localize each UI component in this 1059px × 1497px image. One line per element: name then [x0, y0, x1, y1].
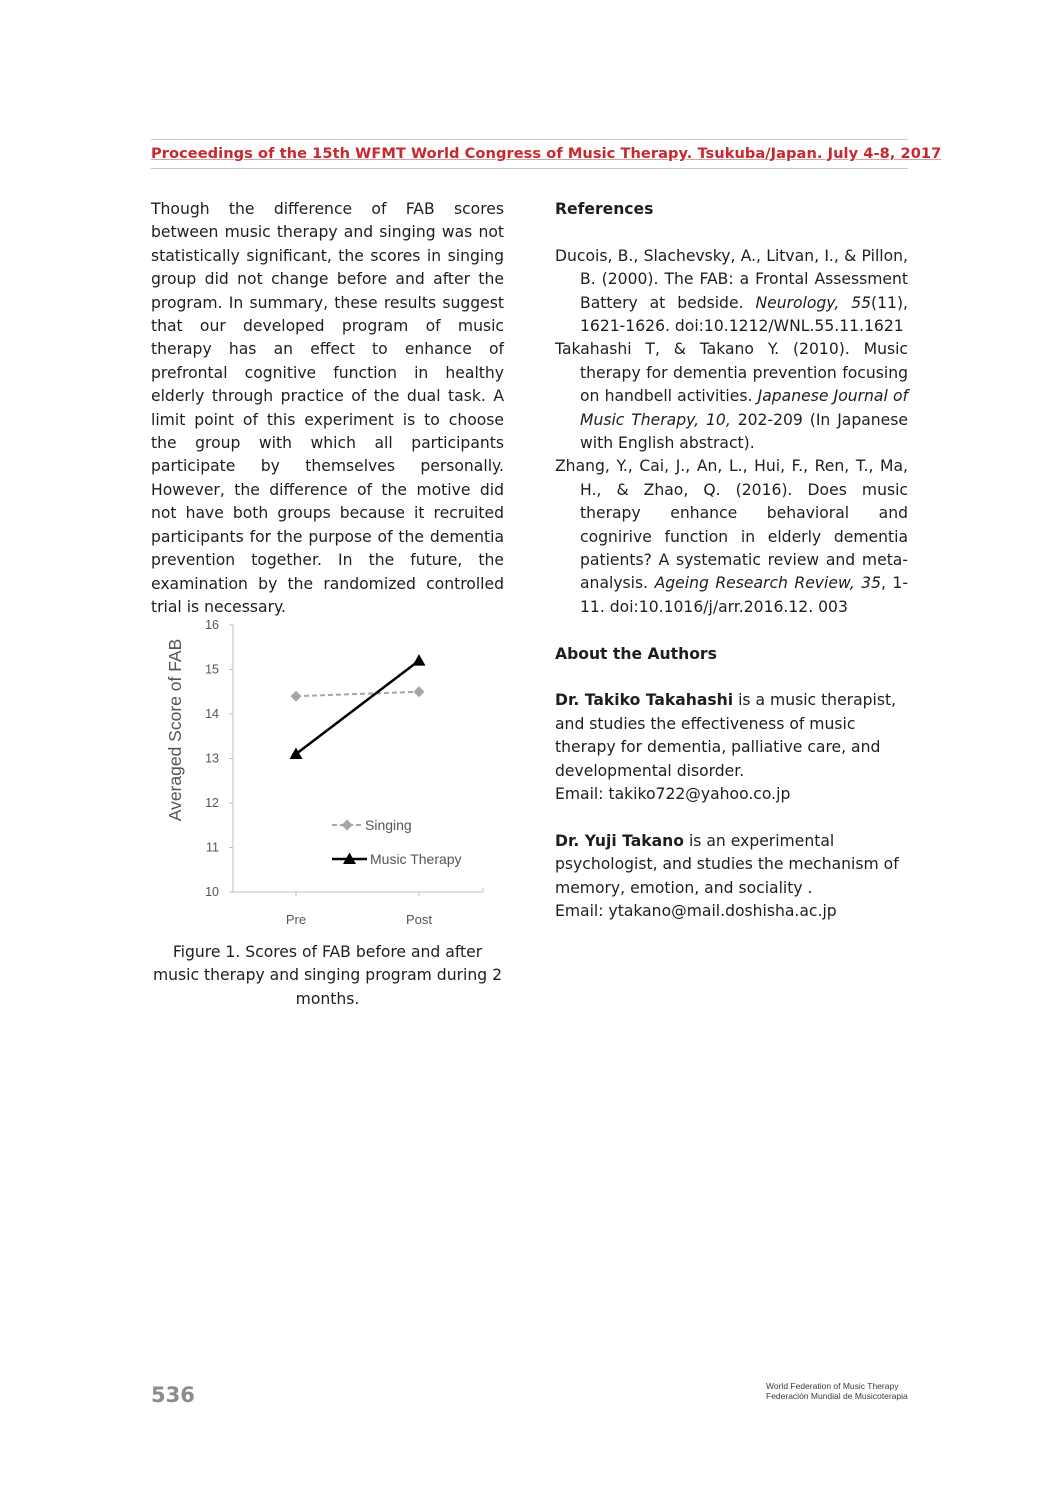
page-number: 536 [151, 1383, 195, 1407]
y-tick-label: 16 [205, 618, 219, 632]
y-tick-label: 12 [205, 796, 219, 810]
singing-legend-marker [342, 820, 353, 831]
author-email: Email: takiko722@yahoo.co.jp [555, 785, 791, 804]
header-rule-top [151, 139, 908, 140]
author-block [555, 689, 908, 806]
singing-point [414, 686, 425, 697]
left-column [151, 198, 504, 619]
singing-series-line [296, 692, 419, 696]
fab-line-chart [151, 605, 504, 935]
music-therapy-point [413, 654, 426, 666]
singing-legend-label: Singing [365, 817, 412, 833]
y-axis-title: Averaged Score of FAB [165, 638, 185, 822]
music-therapy-legend-label: Music Therapy [370, 851, 462, 867]
figure-1 [151, 605, 504, 935]
reference-item: Takahashi T, & Takano Y. (2010). Music therapy for dementia prevention focusing on handbell activities. Japanese Journal of Music Therapy, 10, 202-209 (In Japanese with English abstract). [555, 340, 909, 453]
author-email: Email: ytakano@mail.doshisha.ac.jp [555, 902, 837, 921]
body-paragraph: Though the difference of FAB scores between music therapy and singing was not statistically significant, the scores in singing group did not change before and after the program. In summary, these results suggest that our developed program of music therapy has an effect to enhance of prefrontal cognitive function in healthy elderly through practice of the dual task. A limit point of this experiment is to choose the group with which all participants participate by themselves personally. However, the difference of the motive did not have both groups because it recruited participants for the purpose of the dementia prevention together. In the future, the examination by the randomized controlled trial is necessary. [151, 200, 504, 616]
figure-caption: Figure 1. Scores of FAB before and after music therapy and singing program during 2 months. [152, 943, 502, 1008]
y-tick-label: 13 [205, 751, 219, 766]
y-tick-label: 14 [205, 707, 219, 721]
author-name: Dr. Yuji Takano [555, 831, 684, 850]
y-tick-label: 10 [205, 885, 219, 899]
singing-point [291, 691, 302, 702]
reference-item: Ducois, B., Slachevsky, A., Litvan, I., & Pillon, B. (2000). The FAB: a Frontal Assessment Battery at bedside. Neurology, 55(11), 1621-1626. doi:10.1212/WNL.55.11.1621 [555, 246, 909, 336]
authors-heading: About the Authors [555, 644, 717, 663]
header-rule-bottom [151, 168, 908, 169]
y-tick-label: 11 [206, 840, 219, 855]
publisher-logo: World Federation of Music Therapy Federación Mundial de Musicoterapia [766, 1381, 908, 1401]
reference-item: Zhang, Y., Cai, J., An, L., Hui, F., Ren, T., Ma, H., & Zhao, Q. (2016). Does music therapy enhance behavioral and cognirive function in elderly dementia patients? A systematic review and meta-analysis. Ageing Research Review, 35, 1-11. doi:10.1016/j/arr.2016.12. 003 [555, 457, 908, 616]
author-bio: Dr. Yuji Takano is an experimental psychologist, and studies the mechanism of memory, emotion, and sociality . [555, 831, 899, 897]
music-therapy-series-line [296, 661, 419, 754]
running-head: Proceedings of the 15th WFMT World Congress of Music Therapy. Tsukuba/Japan. July 4-8, 2017 [151, 145, 942, 162]
author-name: Dr. Takiko Takahashi [555, 691, 734, 710]
author-block [555, 830, 908, 924]
right-column [555, 198, 908, 924]
x-tick-label: Pre [285, 912, 307, 927]
reference-list [555, 245, 908, 620]
y-tick-label: 15 [205, 662, 219, 677]
author-bio: Dr. Takiko Takahashi is a music therapist, and studies the effectiveness of music therapy for dementia, palliative care, and developmental disorder. [555, 691, 897, 780]
x-tick-label: Post [405, 912, 433, 927]
references-heading: References [555, 200, 654, 218]
